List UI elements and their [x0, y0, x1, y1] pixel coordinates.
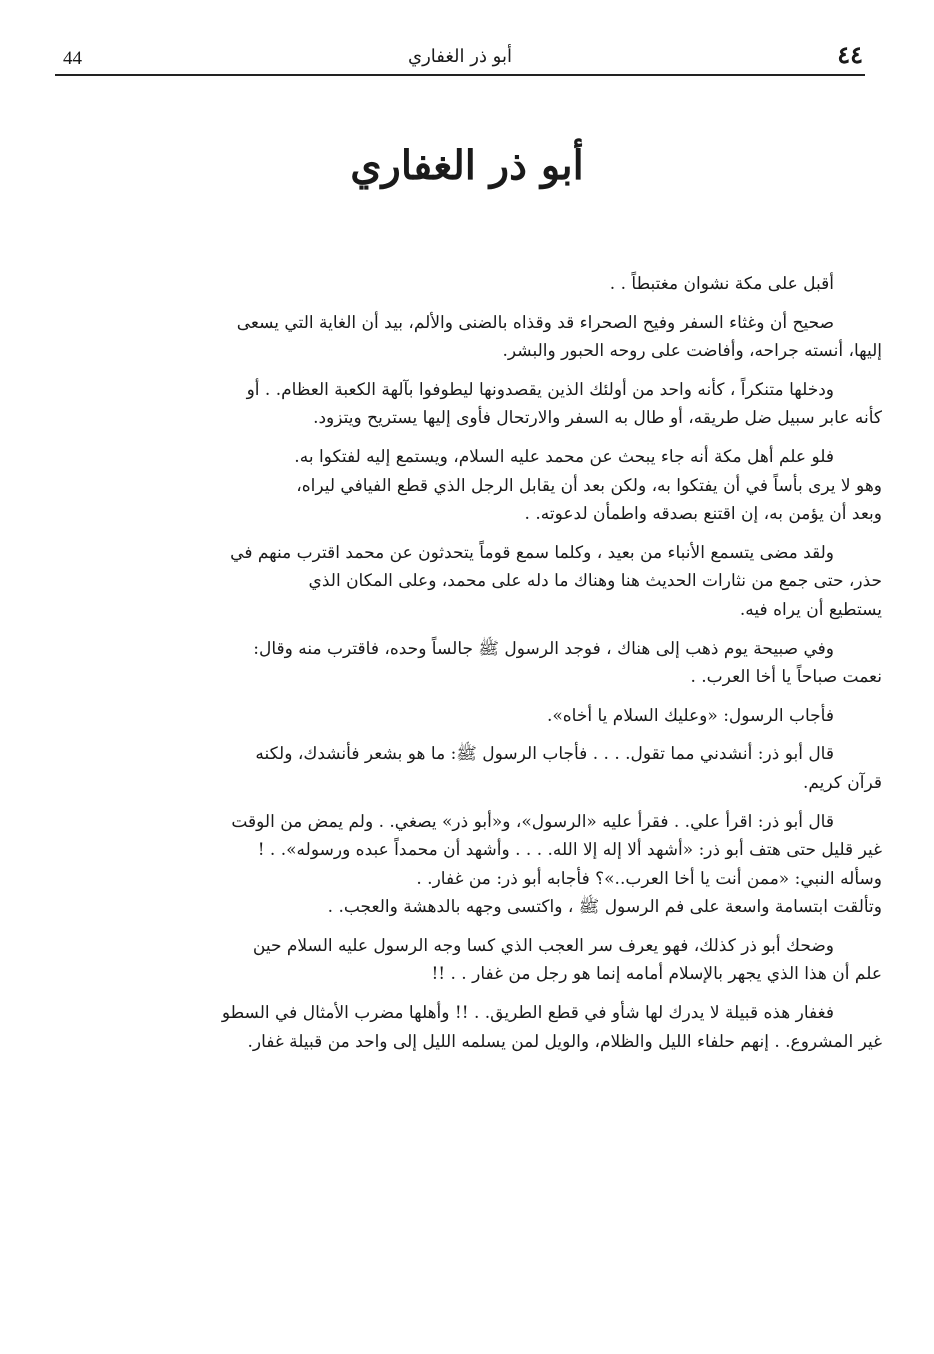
paragraph [62, 740, 882, 797]
text-line: وضحك أبو ذر كذلك، فهو يعرف سر العجب الذي كسا وجه الرسول عليه السلام حين [252, 935, 834, 956]
text-line: قال أبو ذر: اقرأ علي. . فقرأ عليه «الرسول»، و«أبو ذر» يصغي. . ولم يمض من الوقت [231, 811, 834, 832]
text-line: علم أن هذا الذي يجهر بالإسلام أمامه إنما هو رجل من غفار . . !! [431, 964, 882, 985]
page-number-latin: 44 [63, 48, 82, 69]
text-line: وتألقت ابتسامة واسعة على فم الرسول ﷺ ، واكتسى وجهه بالدهشة والعجب. . [327, 897, 882, 918]
text-line: ودخلها متنكراً ، كأنه واحد من أولئك الذين يقصدونها ليطوفوا بآلهة الكعبة العظام. . أو [246, 379, 834, 400]
text-line: وفي صبيحة يوم ذهب إلى هناك ، فوجد الرسول ﷺ جالساً وحده، فاقترب منه وقال: [253, 638, 834, 659]
paragraph [62, 309, 882, 366]
text-line: وهو لا يرى بأساً في أن يفتكوا به، ولكن بعد أن يقابل الرجل الذي قطع الفيافي ليراه، [296, 475, 882, 496]
text-line: فلو علم أهل مكة أنه جاء يبحث عن محمد عليه السلام، ويستمع إليه لفتكوا به. [294, 446, 834, 467]
paragraph [62, 808, 882, 922]
text-line: وسأله النبي: «ممن أنت يا أخا العرب..»؟ فأجابه أبو ذر: من غفار. . [416, 868, 882, 889]
paragraph [62, 932, 882, 989]
paragraph [62, 376, 882, 433]
text-line: كأنه عابر سبيل ضل طريقه، أو طال به السفر والارتحال فأوى إليها يستريح ويتزود. [313, 408, 882, 429]
text-line: إليها، أنسته جراحه، وأفاضت على روحه الحبور والبشر. [502, 341, 882, 362]
chapter-title: أبو ذر الغفاري [350, 142, 584, 189]
paragraph [62, 999, 882, 1056]
page-header [55, 38, 865, 76]
chapter-body [62, 270, 882, 1066]
text-line: قرآن كريم. [802, 772, 882, 793]
paragraph [62, 539, 882, 625]
text-line: فأجاب الرسول: «وعليك السلام يا أخاه». [546, 705, 834, 726]
paragraph [62, 702, 882, 731]
text-line: يستطيع أن يراه فيه. [739, 599, 882, 620]
text-line: غير قليل حتى هتف أبو ذر: «أشهد ألا إله إلا الله. . . . وأشهد أن محمداً عبده ورسوله». . ! [257, 840, 882, 861]
text-line: نعمت صباحاً يا أخا العرب. . [690, 667, 882, 688]
text-line: فغفار هذه قبيلة لا يدرك لها شأو في قطع الطريق. . !! وأهلها مضرب الأمثال في السطو [221, 1003, 834, 1024]
text-line: صحيح أن وغثاء السفر وفيح الصحراء قد وقذاه بالضنى والألم، بيد أن الغاية التي يسعى [236, 312, 834, 333]
paragraph [62, 443, 882, 529]
text-line: قال أبو ذر: أنشدني مما تقول. . . . فأجاب الرسول ﷺ: ما هو بشعر فأنشدك، ولكنه [255, 744, 834, 765]
text-line: حذر، حتى جمع من نثارات الحديث هنا وهناك ما دله على محمد، وعلى المكان الذي [308, 571, 882, 592]
text-line: وبعد أن يؤمن به، إن اقتنع بصدقه واطمأن لدعوته. . [524, 504, 882, 525]
page-number-arabic: ٤٤ [837, 40, 863, 69]
running-title: أبو ذر الغفاري [407, 46, 512, 67]
text-line: ولقد مضى يتسمع الأنباء من بعيد ، وكلما سمع قوماً يتحدثون عن محمد اقترب منهم في [230, 542, 834, 563]
paragraph [62, 270, 882, 299]
text-line: غير المشروع. . إنهم حلفاء الليل والظلام، والويل لمن يسلمه الليل إلى واحد من قبيلة غفار. [247, 1031, 882, 1052]
text-line: أقبل على مكة نشوان مغتبطاً . . [609, 274, 834, 294]
paragraph [62, 635, 882, 692]
